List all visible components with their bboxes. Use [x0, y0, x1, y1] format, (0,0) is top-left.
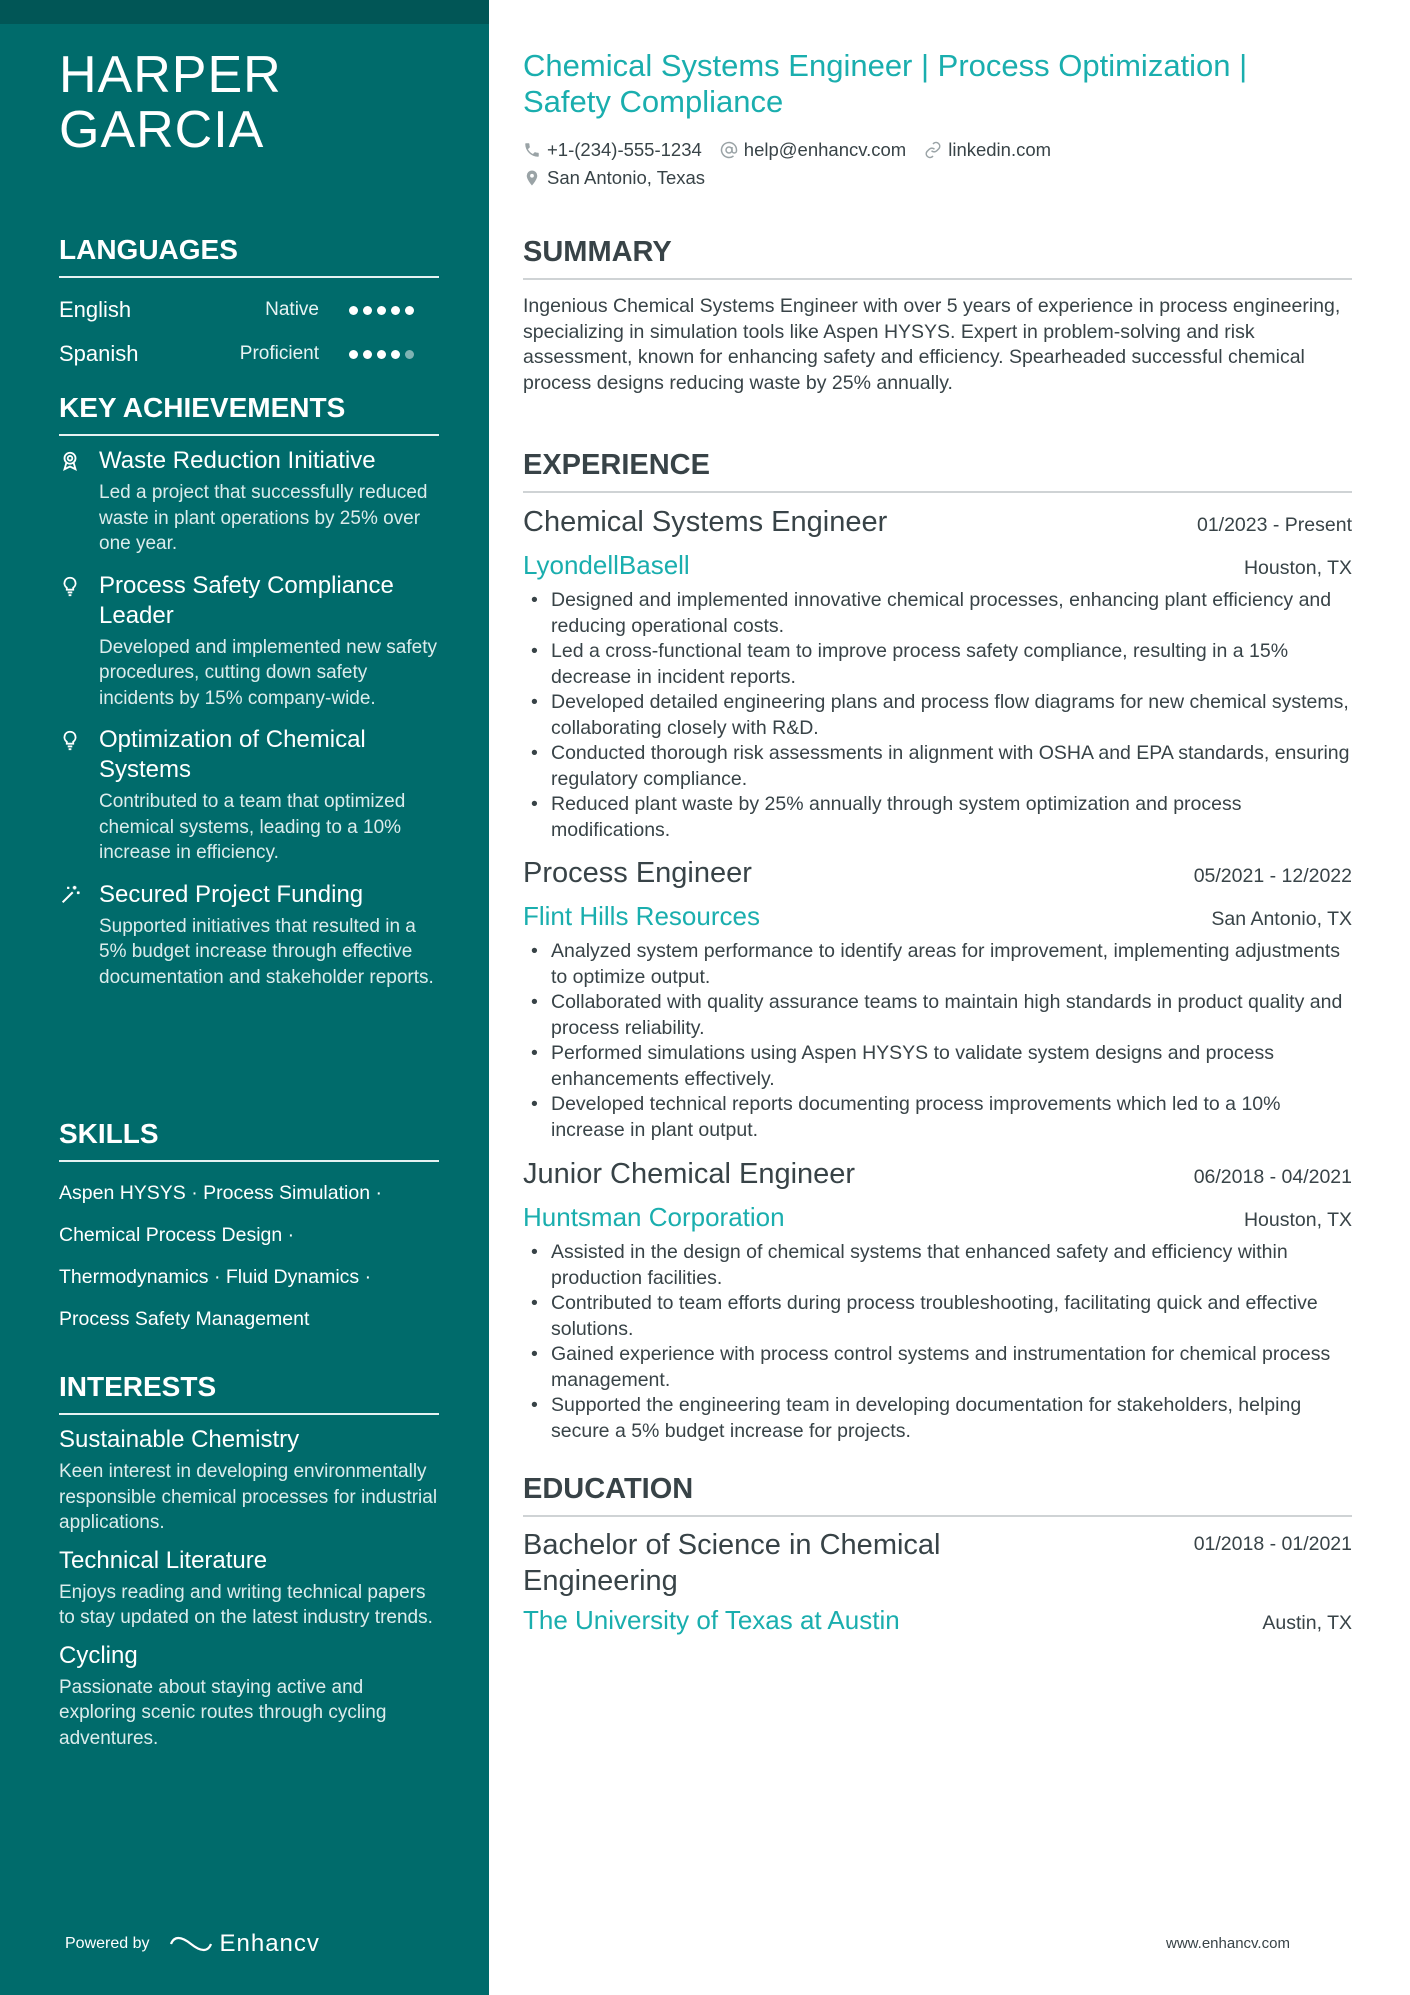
achievement-title: Waste Reduction Initiative: [99, 447, 376, 474]
bullet-item: • Collaborated with quality assurance teams to maintain high standards in product quality and process reliability.: [523, 990, 1352, 1041]
achievement-item: [59, 571, 439, 712]
skill-line: Aspen HYSYS · Process Simulation ·: [59, 1182, 382, 1204]
bullet-item: • Led a cross-functional team to improve process safety compliance, resulting in a 15% decrease in incident reports.: [523, 639, 1352, 690]
enhancv-logo-icon: [168, 1933, 214, 1955]
phone-icon: [523, 141, 541, 159]
at-icon: [720, 141, 738, 159]
rating-dot: [349, 306, 358, 315]
language-name: English: [59, 297, 132, 322]
interests-heading: INTERESTS: [59, 1369, 439, 1415]
achievement-description: Developed and implemented new safety procedures, cutting down safety incidents by 15% company-wide.: [99, 636, 437, 709]
enhancv-logo-text: Enhancv: [219, 1930, 320, 1957]
email-address: help@enhancv.com: [743, 139, 907, 160]
bullet-item: • Developed detailed engineering plans and process flow diagrams for new chemical systems, collaborating closely with R&D.: [523, 690, 1352, 741]
bullet-item: • Contributed to team efforts during process troubleshooting, facilitating quick and effective solutions.: [523, 1291, 1352, 1342]
interests-section: [59, 1369, 439, 1761]
bullet-item: • Developed technical reports documenting process improvements which led to a 10% increase in plant output.: [523, 1092, 1352, 1143]
skill-line: Thermodynamics · Fluid Dynamics ·: [59, 1266, 372, 1288]
interest-title: Technical Literature: [59, 1546, 268, 1574]
achievement-description: Contributed to a team that optimized chemical systems, leading to a 10% increase in efficiency.: [99, 791, 406, 863]
phone-number: +1-(234)-555-1234: [547, 139, 702, 160]
magic-wand-icon: [59, 880, 99, 991]
achievement-title: Optimization of Chemical Systems: [99, 726, 366, 783]
location-contact: [523, 167, 705, 189]
experience-heading: EXPERIENCE: [523, 447, 1352, 493]
interest-item: [59, 1641, 439, 1752]
bullet-item: • Analyzed system performance to identify areas for improvement, implementing adjustments to optimize output.: [523, 939, 1352, 990]
rating-dot: [405, 306, 414, 315]
interest-title: Cycling: [59, 1641, 138, 1669]
interest-description: Enjoys reading and writing technical papers to stay updated on the latest industry trends.: [59, 1581, 433, 1628]
achievement-description: Led a project that successfully reduced waste in plant operations by 25% over one year.: [99, 482, 428, 554]
rating-dot: [363, 306, 372, 315]
candidate-name: [59, 48, 282, 158]
company-name: Huntsman Corporation: [523, 1202, 785, 1232]
company-name: LyondellBasell: [523, 550, 690, 580]
degree-title: Bachelor of Science in Chemical Engineering: [523, 1529, 941, 1597]
skills-heading: SKILLS: [59, 1116, 439, 1162]
skills-section: [59, 1116, 439, 1340]
skill-line: Process Safety Management: [59, 1308, 310, 1330]
rating-dot: [377, 306, 386, 315]
job-title: Junior Chemical Engineer: [523, 1158, 856, 1190]
interest-item: [59, 1546, 439, 1631]
interest-description: Keen interest in developing environmentally responsible chemical processes for industrial applications.: [59, 1461, 438, 1533]
education-heading: EDUCATION: [523, 1471, 1352, 1517]
job-entry: [523, 1156, 1352, 1444]
contact-info: [523, 136, 1343, 192]
sidebar: [0, 0, 489, 1995]
achievements-heading: KEY ACHIEVEMENTS: [59, 390, 439, 436]
achievement-item: [59, 446, 439, 557]
bullet-item: • Designed and implemented innovative chemical processes, enhancing plant efficiency and reducing operational costs.: [523, 588, 1352, 639]
last-name: GARCIA: [59, 101, 265, 159]
powered-by: [65, 1930, 320, 1958]
job-entry: [523, 504, 1352, 843]
achievement-item: [59, 880, 439, 991]
achievement-description: Supported initiatives that resulted in a 5% budget increase through effective documentation and stakeholder reports.: [99, 915, 434, 988]
bullet-item: • Reduced plant waste by 25% annually through system optimization and process modifications.: [523, 792, 1352, 843]
job-dates: 06/2018 - 04/2021: [1193, 1166, 1352, 1188]
headline: Chemical Systems Engineer | Process Optimization | Safety Compliance: [523, 48, 1248, 119]
rating-dot: [363, 350, 372, 359]
job-bullets: [523, 1240, 1352, 1444]
language-name: Spanish: [59, 341, 139, 366]
bullet-item: • Assisted in the design of chemical systems that enhanced safety and efficiency within production facilities.: [523, 1240, 1352, 1291]
languages-section: [59, 232, 439, 376]
enhancv-logo[interactable]: [168, 1930, 320, 1958]
language-level: Proficient: [239, 343, 319, 364]
interest-description: Passionate about staying active and exploring scenic routes through cycling adventures.: [59, 1676, 387, 1749]
job-title: Process Engineer: [523, 857, 752, 889]
location-pin-icon: [523, 169, 541, 187]
achievement-item: [59, 725, 439, 866]
achievements-section: [59, 390, 439, 1004]
job-dates: 05/2021 - 12/2022: [1193, 865, 1352, 887]
bullet-item: • Gained experience with process control systems and instrumentation for chemical process management.: [523, 1342, 1352, 1393]
bullet-item: • Performed simulations using Aspen HYSYS to validate system designs and process enhancements effectively.: [523, 1041, 1352, 1092]
rating-dot: [349, 350, 358, 359]
languages-heading: LANGUAGES: [59, 232, 439, 278]
job-entry: [523, 855, 1352, 1143]
interest-item: [59, 1425, 439, 1536]
job-location: San Antonio, TX: [1211, 908, 1352, 930]
link-icon: [924, 141, 942, 159]
job-location: Houston, TX: [1243, 557, 1352, 579]
rating-dot: [405, 350, 414, 359]
powered-by-label: Powered by: [65, 1935, 150, 1952]
linkedin-url: linkedin.com: [948, 139, 1052, 160]
bullet-item: • Supported the engineering team in developing documentation for stakeholders, helping secure a 5% budget increase for projects.: [523, 1393, 1352, 1444]
phone-contact[interactable]: [523, 139, 702, 161]
achievement-title: Secured Project Funding: [99, 880, 364, 908]
school-location: Austin, TX: [1262, 1612, 1352, 1634]
interest-title: Sustainable Chemistry: [59, 1426, 300, 1453]
bullet-item: • Conducted thorough risk assessments in alignment with OSHA and EPA standards, ensuring regulatory compliance.: [523, 741, 1352, 792]
sidebar-top-bar: [0, 0, 489, 24]
job-location: Houston, TX: [1243, 1209, 1352, 1231]
linkedin-contact[interactable]: [924, 139, 1051, 161]
job-title: Chemical Systems Engineer: [523, 506, 888, 538]
job-dates: 01/2023 - Present: [1196, 514, 1352, 536]
language-item: [59, 288, 439, 332]
summary-text: Ingenious Chemical Systems Engineer with over 5 years of experience in process engineering, specializing in simulation tools like Aspen HYSYS. Expert in problem-solving and risk assessment, known for enhancing safety and efficiency. Spearheaded successful chemical process designs reducing waste by 25% annually.: [523, 295, 1341, 394]
lightbulb-icon: [59, 725, 99, 866]
education-dates: 01/2018 - 01/2021: [1193, 1533, 1352, 1555]
skill-line: Chemical Process Design ·: [59, 1224, 295, 1246]
rating-dot: [391, 306, 400, 315]
rating-dot: [377, 350, 386, 359]
job-bullets: [523, 939, 1352, 1143]
language-level: Native: [265, 299, 319, 320]
education-entry: [523, 1527, 1352, 1637]
language-rating: [349, 350, 414, 359]
first-name: HARPER: [59, 46, 282, 104]
award-icon: [59, 446, 99, 557]
rating-dot: [391, 350, 400, 359]
footer-website-link[interactable]: www.enhancv.com: [1166, 1935, 1290, 1952]
summary-heading: SUMMARY: [523, 234, 1352, 280]
job-bullets: [523, 588, 1352, 843]
achievement-title: Process Safety Compliance Leader: [99, 571, 394, 629]
lightbulb-icon: [59, 571, 99, 712]
location-text: San Antonio, Texas: [547, 167, 706, 188]
email-contact[interactable]: [720, 139, 906, 161]
school-name: The University of Texas at Austin: [523, 1605, 900, 1635]
language-rating: [349, 306, 414, 315]
language-item: [59, 332, 439, 376]
company-name: Flint Hills Resources: [523, 901, 760, 931]
